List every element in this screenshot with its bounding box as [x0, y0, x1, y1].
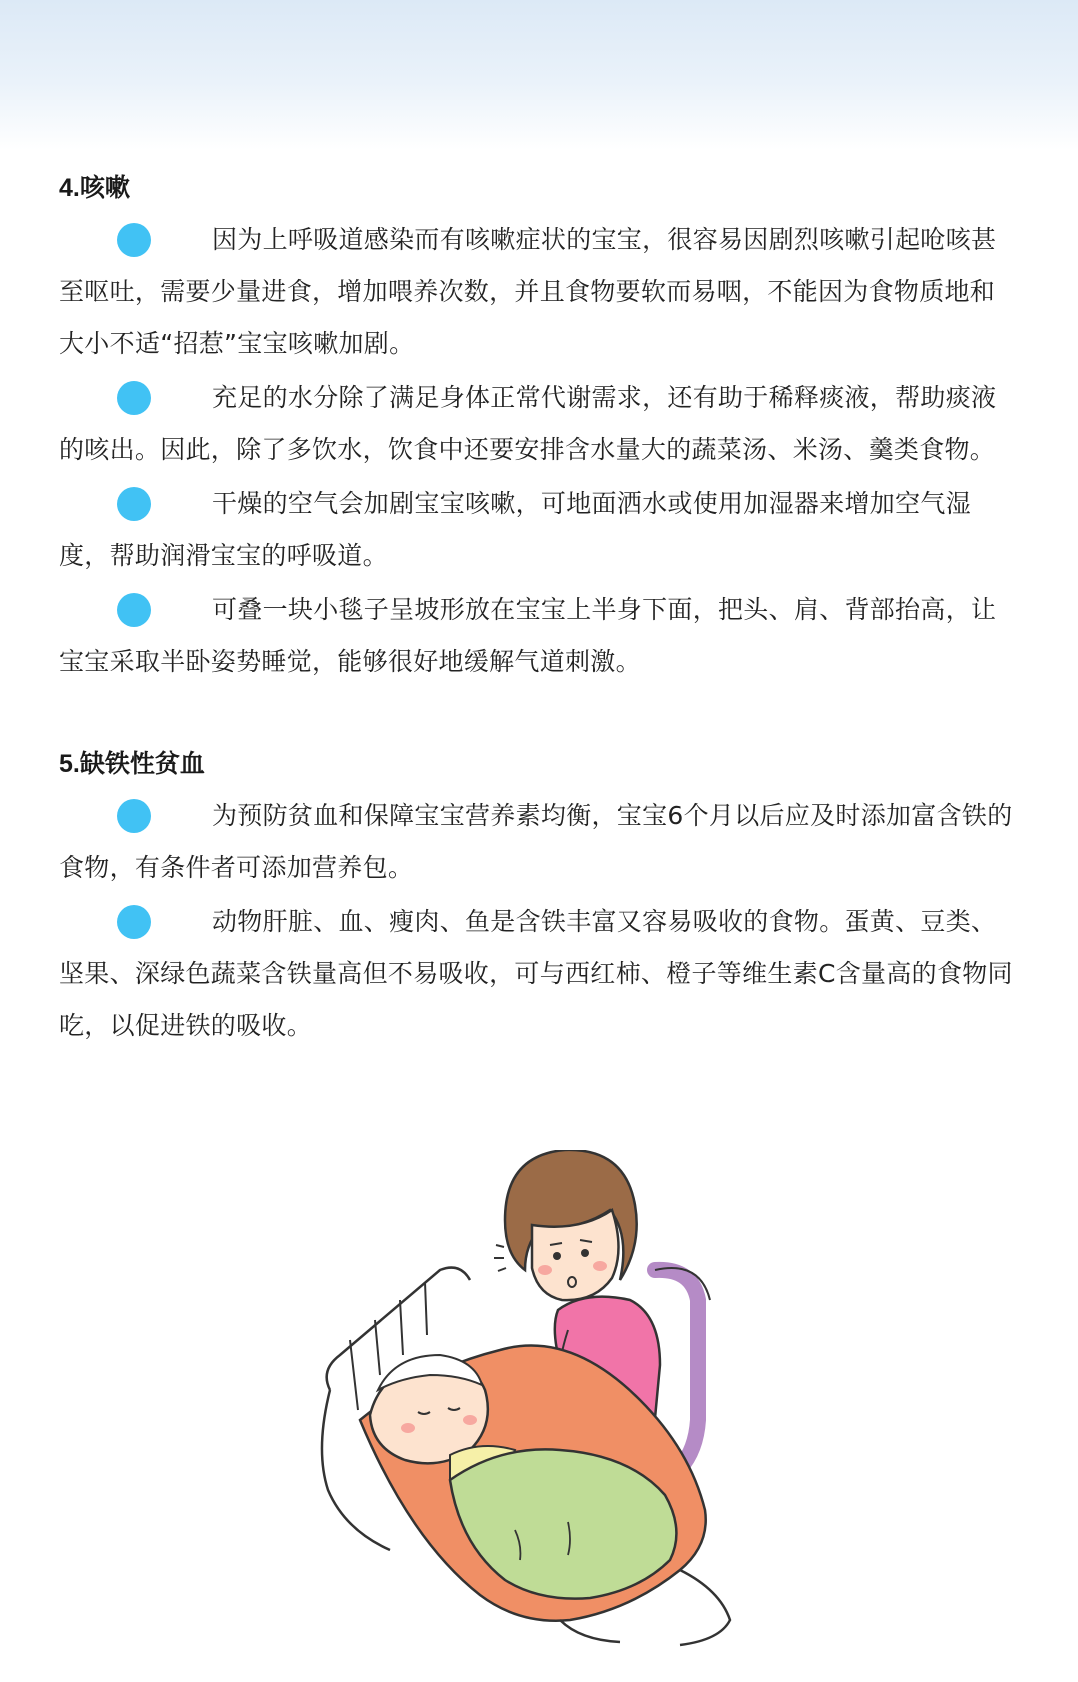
mother-watching-sleeping-baby-illustration: [300, 1150, 780, 1650]
anemia-paragraph-1: 为预防贫血和保障宝宝营养素均衡，宝宝6个月以后应及时添加富含铁的食物，有条件者可添加营养包。: [59, 801, 1013, 882]
header-gradient-band: [0, 0, 1078, 150]
cough-paragraph-1: 因为上呼吸道感染而有咳嗽症状的宝宝，很容易因剧烈咳嗽引起呛咳甚至呕吐，需要少量进食，增加喂养次数，并且食物要软而易咽，不能因为食物质地和大小不适“招惹”宝宝咳嗽加剧。: [59, 225, 997, 358]
bullet-dot-icon: [117, 223, 151, 257]
cough-paragraph-2: 充足的水分除了满足身体正常代谢需求，还有助于稀释痰液，帮助痰液的咳出。因此，除了多饮水，饮食中还要安排含水量大的蔬菜汤、米汤、羹类食物。: [59, 383, 997, 464]
article-content: [59, 158, 1019, 1054]
bullet-dot-icon: [117, 905, 151, 939]
bullet-dot-icon: [117, 381, 151, 415]
cough-paragraph-3: 干燥的空气会加剧宝宝咳嗽，可地面洒水或使用加湿器来增加空气湿度，帮助润滑宝宝的呼吸道。: [59, 489, 972, 570]
section-title-cough: 4.咳嗽: [59, 174, 130, 202]
bullet-dot-icon: [117, 487, 151, 521]
anemia-paragraph-2: 动物肝脏、血、瘦肉、鱼是含铁丰富又容易吸收的食物。蛋黄、豆类、坚果、深绿色蔬菜含铁量高但不易吸收，可与西红柿、橙子等维生素C含量高的食物同吃，以促进铁的吸收。: [59, 907, 1013, 1040]
bullet-dot-icon: [117, 799, 151, 833]
section-title-anemia: 5.缺铁性贫血: [59, 750, 205, 778]
bullet-dot-icon: [117, 593, 151, 627]
cough-paragraph-4: 可叠一块小毯子呈坡形放在宝宝上半身下面，把头、肩、背部抬高，让宝宝采取半卧姿势睡觉，能够很好地缓解气道刺激。: [59, 595, 997, 676]
